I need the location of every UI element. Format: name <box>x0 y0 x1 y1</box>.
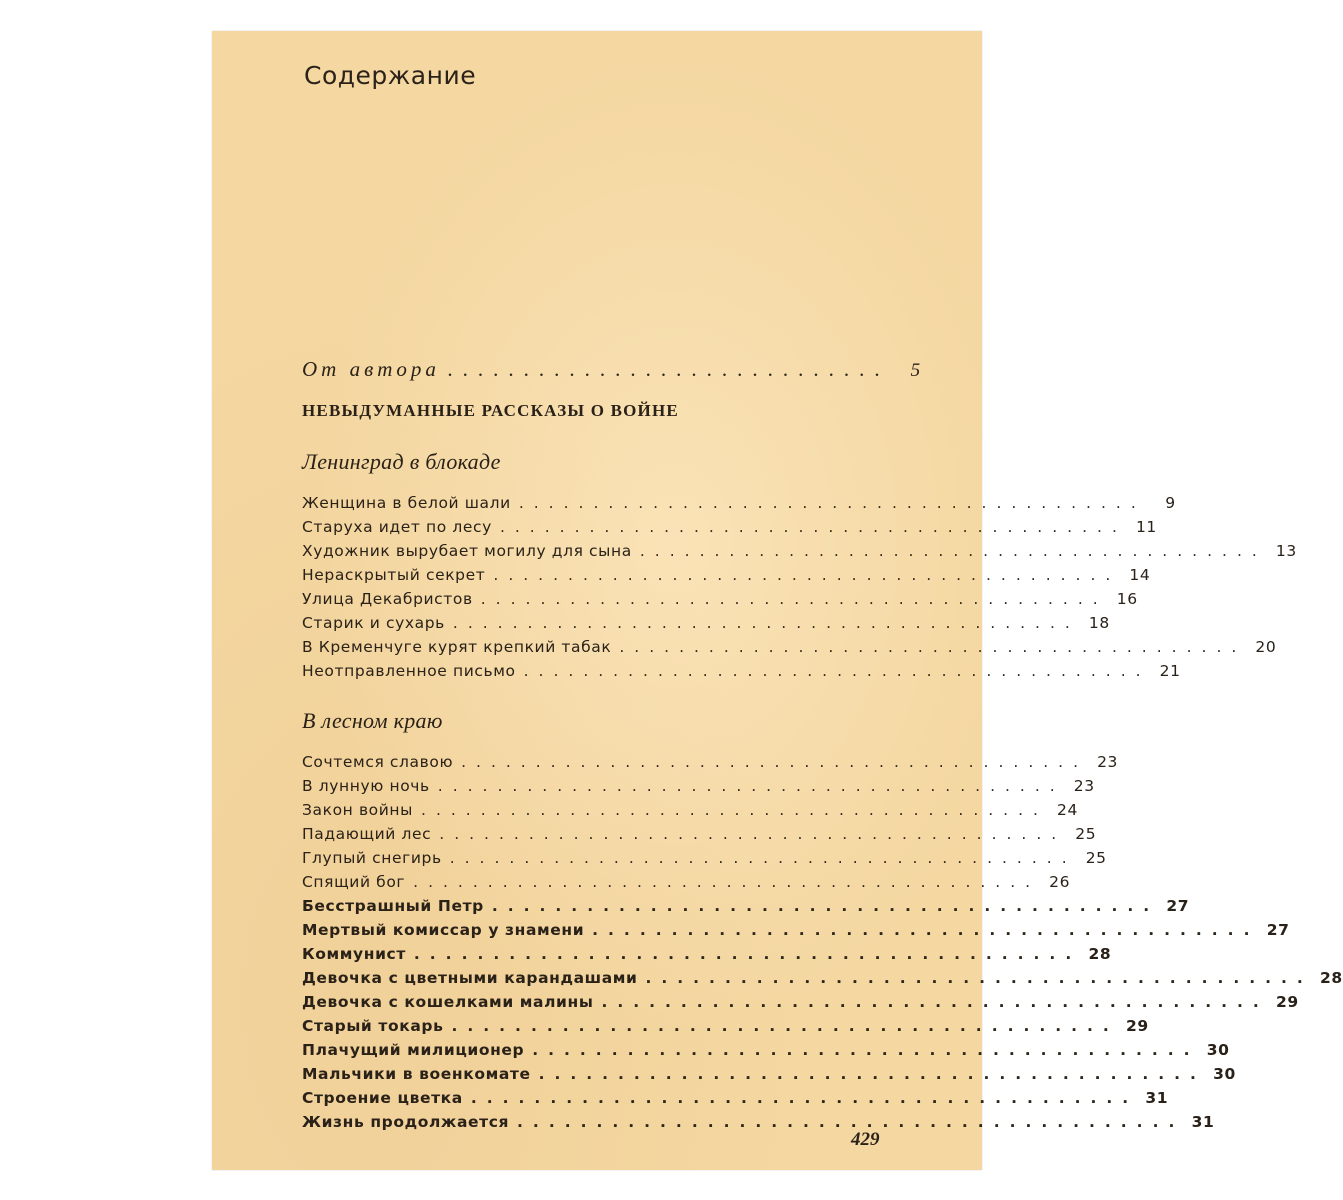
toc-entry-title: Девочка с цветными карандашами <box>302 969 638 987</box>
dot-leader: .......................................... <box>532 1041 1200 1059</box>
toc-entry-title: Художник вырубает могилу для сына <box>302 542 632 560</box>
toc-entry <box>302 896 1190 916</box>
toc-entry <box>302 493 1176 513</box>
toc-entry <box>302 944 1112 964</box>
toc-entry-title: Падающий лес <box>302 825 432 843</box>
dot-leader: .......................................... <box>421 801 1048 819</box>
page-number: 429 <box>851 1129 880 1150</box>
toc-entry <box>302 992 1299 1012</box>
toc-entry-page: 26 <box>1049 873 1071 891</box>
toc-entry-title: Коммунист <box>302 945 406 963</box>
dot-leader: .......................................... <box>518 494 1146 512</box>
toc-entry-title: Улица Декабристов <box>302 590 473 608</box>
toc-entry-title: Жизнь продолжается <box>302 1113 510 1131</box>
dot-leader: .......................................... <box>451 1017 1119 1035</box>
toc-entry-title: Женщина в белой шали <box>302 494 511 512</box>
toc-entry-page: 16 <box>1116 590 1138 608</box>
toc-entry-page: 25 <box>1075 825 1097 843</box>
toc-entry-page: 14 <box>1129 566 1151 584</box>
dot-leader: ............................. <box>447 357 891 381</box>
toc-entry-title: Неотправленное письмо <box>302 662 516 680</box>
dot-leader: .......................................... <box>413 873 1041 891</box>
toc-entry <box>302 517 1157 537</box>
toc-entry-page: 30 <box>1213 1065 1236 1083</box>
toc-entry-title: Закон войны <box>302 801 414 819</box>
toc-entry-title: Спящий бог <box>302 873 406 891</box>
dot-leader: .......................................... <box>493 566 1121 584</box>
toc-entry-page: 5 <box>910 360 921 381</box>
section-title-leningrad: Ленинград в блокаде <box>302 449 501 474</box>
toc-entry <box>302 661 1181 681</box>
toc-entry-page: 28 <box>1088 945 1112 963</box>
toc-entry-title: Старуха идет по лесу <box>302 518 492 536</box>
toc-entry-page: 29 <box>1126 1017 1149 1035</box>
toc-entry <box>302 565 1151 585</box>
toc-entry <box>302 1088 1169 1108</box>
toc-entry-page: 23 <box>1073 777 1095 795</box>
toc-entry <box>302 637 1277 657</box>
book-page <box>212 31 1343 1170</box>
toc-entry <box>302 541 1297 561</box>
toc-entry-page: 25 <box>1085 849 1107 867</box>
toc-entry <box>302 589 1138 609</box>
toc-entry-page: 13 <box>1275 542 1297 560</box>
toc-entry-title: Бесстрашный Петр <box>302 897 484 915</box>
dot-leader: .......................................... <box>645 969 1313 987</box>
toc-entry-page: 21 <box>1159 662 1181 680</box>
dot-leader: .......................................... <box>523 662 1151 680</box>
toc-entry <box>302 1040 1230 1060</box>
dot-leader: .......................................... <box>437 777 1065 795</box>
part-title: НЕВЫДУМАННЫЕ РАССКАЗЫ О ВОЙНЕ <box>302 401 679 420</box>
toc-entry-page: 11 <box>1135 518 1157 536</box>
toc-entry <box>302 968 1343 988</box>
dot-leader: .......................................... <box>517 1113 1185 1131</box>
toc-entry-page: 18 <box>1088 614 1110 632</box>
toc-entry-page: 27 <box>1266 921 1290 939</box>
dot-leader: .......................................... <box>538 1065 1206 1083</box>
section-title-forest: В лесном краю <box>302 708 443 733</box>
toc-entry <box>302 1112 1215 1132</box>
toc-entry-title: Старый токарь <box>302 1017 444 1035</box>
toc-entry-title: Девочка с кошелками малины <box>302 993 594 1011</box>
toc-entry-title: Сочтемся славою <box>302 753 454 771</box>
toc-entry-page: 31 <box>1145 1089 1169 1107</box>
page-title: Содержание <box>304 61 477 90</box>
dot-leader: .......................................... <box>619 638 1247 656</box>
toc-entry-title: В лунную ночь <box>302 777 430 795</box>
toc-entry <box>302 872 1071 892</box>
dot-leader: .......................................... <box>592 921 1260 939</box>
dot-leader: .......................................... <box>639 542 1267 560</box>
toc-entry-title: Плачущий милиционер <box>302 1041 525 1059</box>
toc-entry-title: От автора <box>302 357 440 381</box>
toc-entry-page: 20 <box>1255 638 1277 656</box>
toc-entry-title: Мальчики в военкомате <box>302 1065 531 1083</box>
toc-entry-page: 27 <box>1166 897 1190 915</box>
toc-entry <box>302 920 1290 940</box>
toc-entry <box>302 613 1110 633</box>
toc-entry-page: 23 <box>1097 753 1119 771</box>
toc-entry <box>302 848 1107 868</box>
toc-entry-title: Старик и сухарь <box>302 614 445 632</box>
toc-entry <box>302 800 1078 820</box>
toc-entry-page: 30 <box>1206 1041 1230 1059</box>
dot-leader: .......................................... <box>452 614 1080 632</box>
toc-entry-page: 31 <box>1191 1113 1215 1131</box>
dot-leader: .......................................... <box>499 518 1127 536</box>
toc-entry <box>302 824 1097 844</box>
toc-entry <box>302 752 1119 772</box>
toc-entry-page: 28 <box>1320 969 1343 987</box>
toc-entry-page: 24 <box>1057 801 1078 819</box>
dot-leader: .......................................... <box>601 993 1269 1011</box>
dot-leader: .......................................... <box>449 849 1077 867</box>
toc-entry-title: Строение цветка <box>302 1089 463 1107</box>
toc-entry-title: Нераскрытый секрет <box>302 566 486 584</box>
dot-leader: .......................................... <box>413 945 1082 963</box>
toc-entry-title: В Кременчуге курят крепкий табак <box>302 638 612 656</box>
dot-leader: .......................................... <box>480 590 1108 608</box>
toc-entry <box>302 1064 1236 1084</box>
dot-leader: .......................................... <box>470 1089 1139 1107</box>
dot-leader: .......................................... <box>461 753 1089 771</box>
dot-leader: .......................................... <box>491 897 1160 915</box>
toc-entry <box>302 776 1095 796</box>
dot-leader: .......................................... <box>439 825 1067 843</box>
toc-entry-page: 29 <box>1275 993 1299 1011</box>
toc-entry <box>302 1016 1149 1036</box>
toc-entry-title: Мертвый комиссар у знамени <box>302 921 585 939</box>
toc-entry-title: Глупый снегирь <box>302 849 442 867</box>
toc-entry-author <box>302 357 921 382</box>
toc-entry-page: 9 <box>1165 494 1176 512</box>
